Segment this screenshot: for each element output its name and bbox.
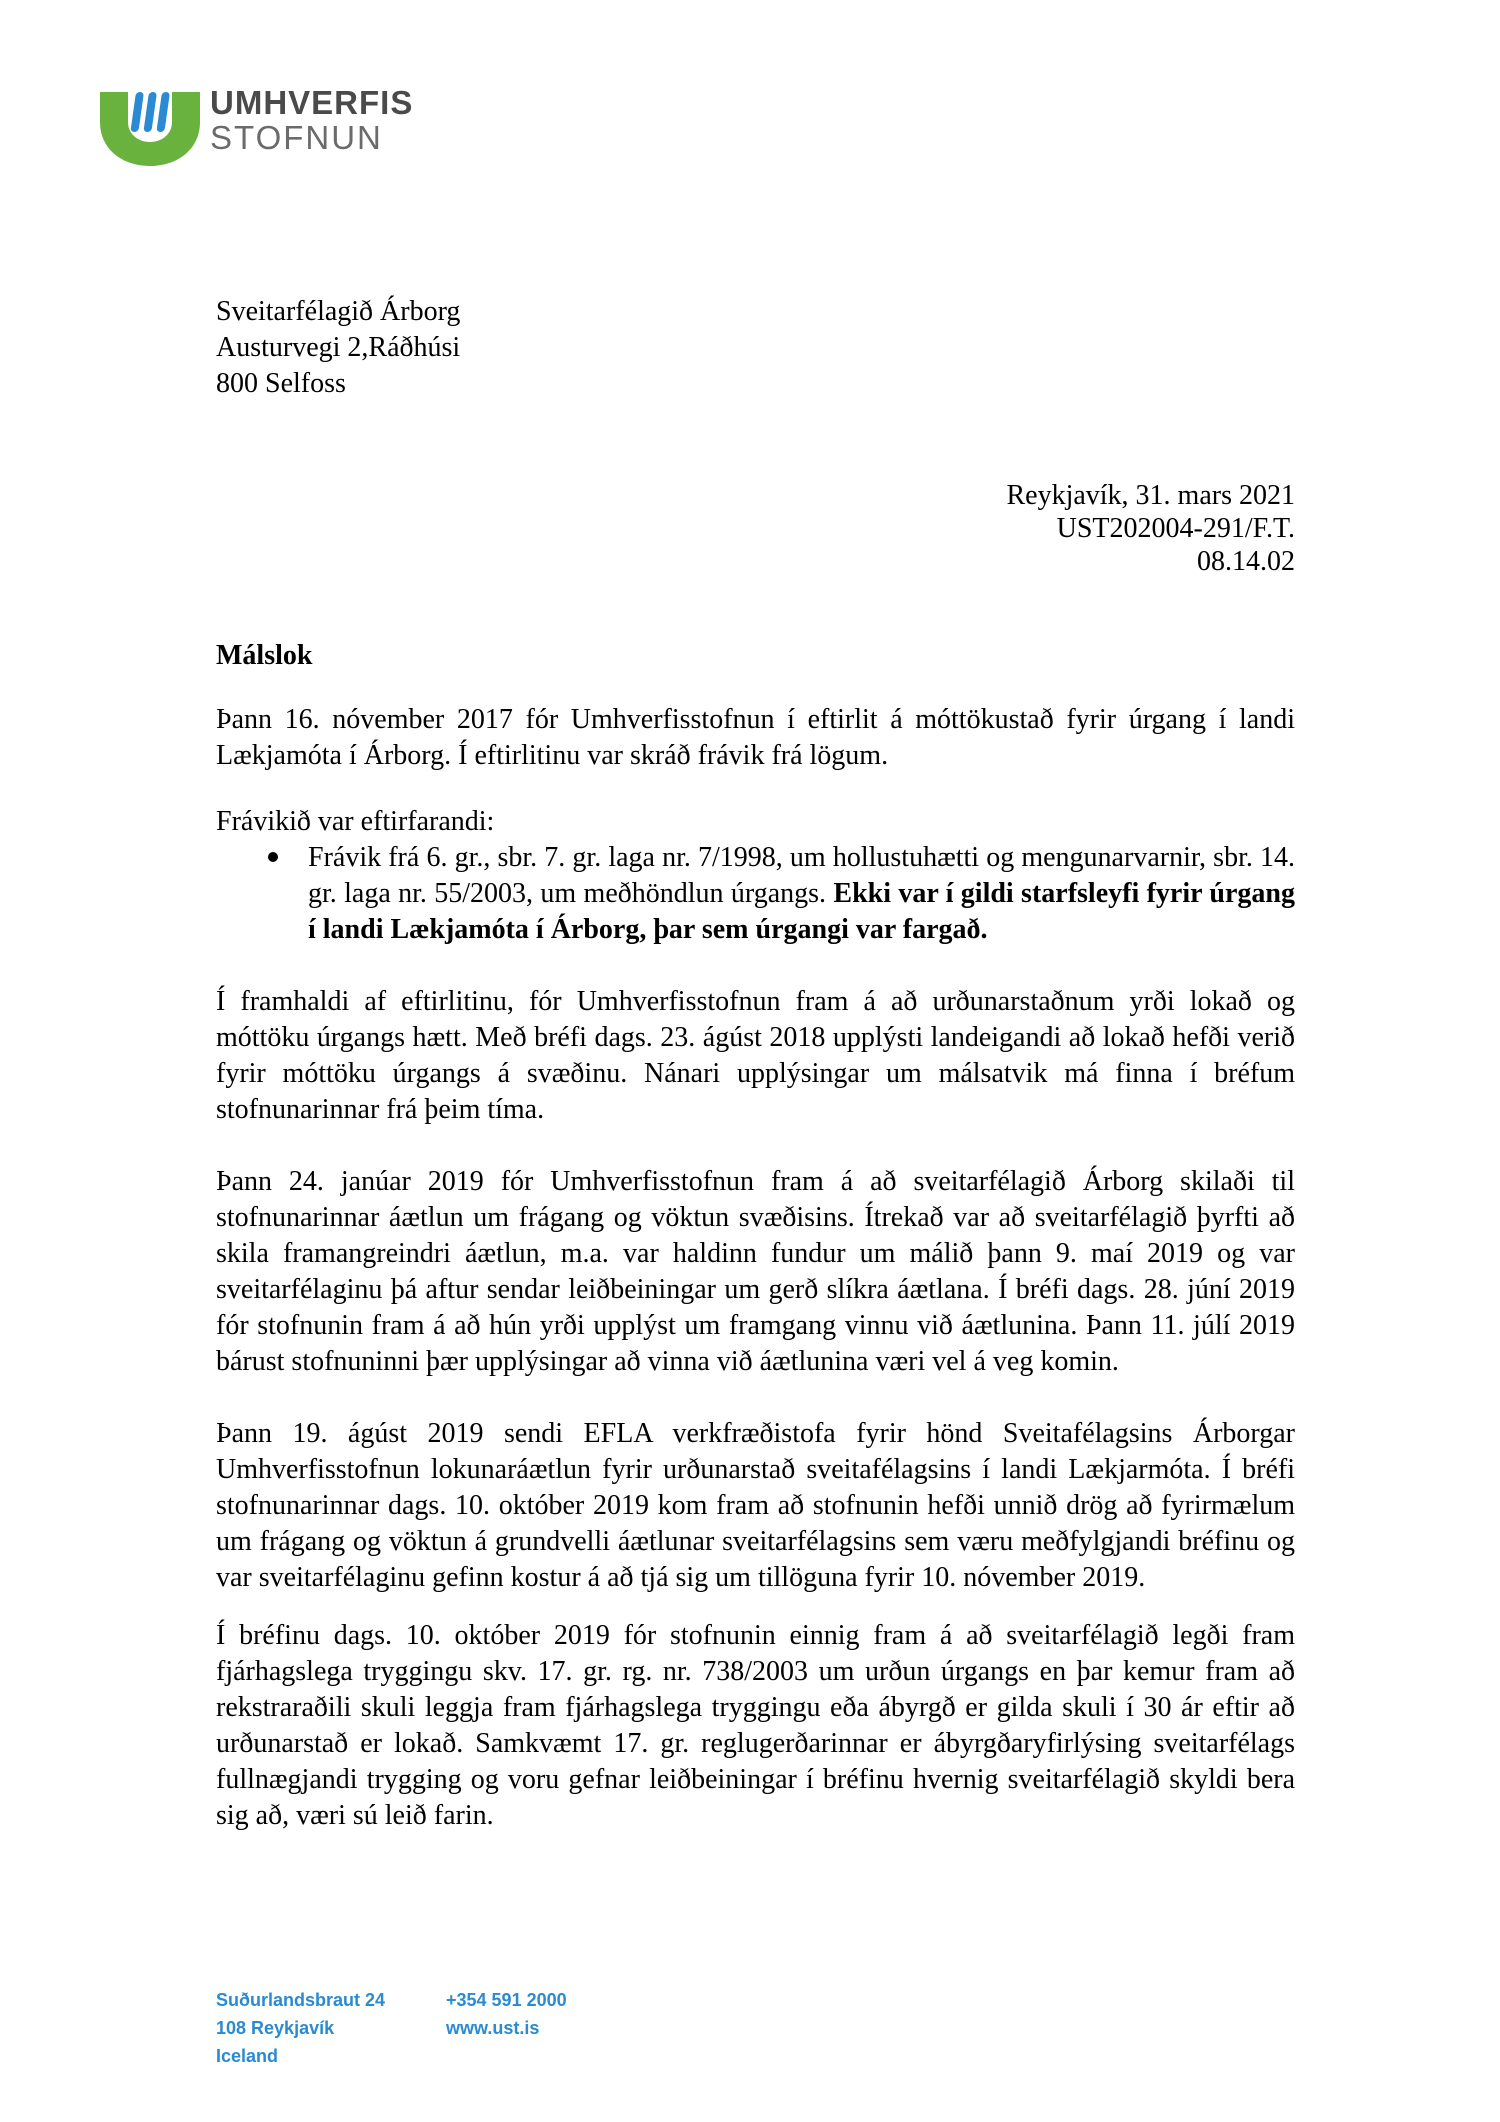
footer-contact [446,1986,567,2042]
footer-website[interactable]: www.ust.is [446,2018,540,2038]
recipient-street: Austurvegi 2,Ráðhúsi [216,332,461,363]
letter-date: Reykjavík, 31. mars 2021 [1006,480,1295,511]
footer-postcode: 108 Reykjavík [216,2018,335,2038]
letter-body [216,638,1295,1834]
logo-title: UMHVERFIS [210,84,414,121]
deviation-text: Frávik frá 6. gr., sbr. 7. gr. laga nr. 7/1998, um hollustuhætti og mengunarvarnir, sbr. 14. gr. laga nr. 55/2003, um meðhöndlun úrgangs. [308,842,1295,909]
deviation-list [216,840,1295,948]
file-code: 08.14.02 [1197,546,1295,577]
logo-subtitle: STOFNUN [210,119,383,156]
ust-logo-icon [98,92,202,166]
letter-heading: Málslok [216,640,313,671]
recipient-city: 800 Selfoss [216,368,346,399]
letter-reference [1006,478,1295,577]
ust-logo [98,86,458,168]
footer-street: Suðurlandsbraut 24 [216,1990,386,2010]
deviation-intro: Frávikið var eftirfarandi: [216,806,495,837]
paragraph: Í bréfinu dags. 10. október 2019 fór stofnunin einnig fram á að sveitarfélagið legði fram fjárhagslega tryggingu skv. 17. gr. rg. nr. 738/2003 um urðun úrgangs en þar kemur fram að rekstraraðili skuli leggja fram fjárhagslega tryggingu eða ábyrgð er gilda skuli í 30 ár eftir að urðunarstað er lokað. Samkvæmt 17. gr. reglugerðarinnar er ábyrgðaryfirlýsing sveitarfélags fullnægjandi trygging og voru gefnar leiðbeiningar í bréfinu hvernig sveitarfélagið skyldi bera sig að, væri sú leið farin. [216,1620,1295,1831]
paragraph: Þann 24. janúar 2019 fór Umhverfisstofnun fram á að sveitarfélagið Árborg skilaði til stofnunarinnar áætlun um frágang og vöktun svæðisins. Ítrekað var að sveitarfélagið þyrfti að skila framangreindri áætlun, m.a. var haldinn fundur um málið þann 9. maí 2019 og var sveitarfélaginu þá aftur sendar leiðbeiningar um gerð slíkra áætlana. Í bréfi dags. 28. júní 2019 fór stofnunin fram á að hún yrði upplýst um framgang vinnu við áætlunina. Þann 11. júlí 2019 bárust stofnuninni þær upplýsingar að vinna við áætlunina væri vel á veg komin. [216,1166,1295,1377]
paragraph: Þann 16. nóvember 2017 fór Umhverfisstofnun í eftirlit á móttökustað fyrir úrgang í landi Lækjamóta í Árborg. Í eftirlitinu var skráð frávik frá lögum. [216,704,1295,771]
recipient-address [216,294,460,402]
paragraph: Þann 19. ágúst 2019 sendi EFLA verkfræðistofa fyrir hönd Sveitafélagsins Árborgar Umhverfisstofnun lokunaráætlun fyrir urðunarstað sveitafélagsins í landi Lækjarmóta. Í bréfi stofnunarinnar dags. 10. október 2019 kom fram að stofnunin hefði unnið drög að fyrirmælum um frágang og vöktun á grundvelli áætlunar sveitarfélagsins sem væru meðfylgjandi bréfinu og var sveitarfélaginu gefinn kostur á að tjá sig um tillöguna fyrir 10. nóvember 2019. [216,1418,1295,1593]
recipient-name: Sveitarfélagið Árborg [216,296,461,327]
deviation-finding: Ekki var í gildi starfsleyfi fyrir úrgang í landi Lækjamóta í Árborg, þar sem úrgangi var fargað. [308,878,1295,945]
case-number: UST202004-291/F.T. [1056,513,1295,544]
footer-phone: +354 591 2000 [446,1990,567,2010]
list-item [216,840,1295,948]
paragraph: Í framhaldi af eftirlitinu, fór Umhverfisstofnun fram á að urðunarstaðnum yrði lokað og móttöku úrgangs hætt. Með bréfi dags. 23. ágúst 2018 upplýsti landeigandi að lokað hefði verið fyrir móttöku úrgangs á svæðinu. Nánari upplýsingar um málsatvik má finna í bréfum stofnunarinnar frá þeim tíma. [216,986,1295,1125]
bullet-icon [268,852,278,862]
footer-address [216,1986,385,2070]
footer-country: Iceland [216,2046,279,2066]
